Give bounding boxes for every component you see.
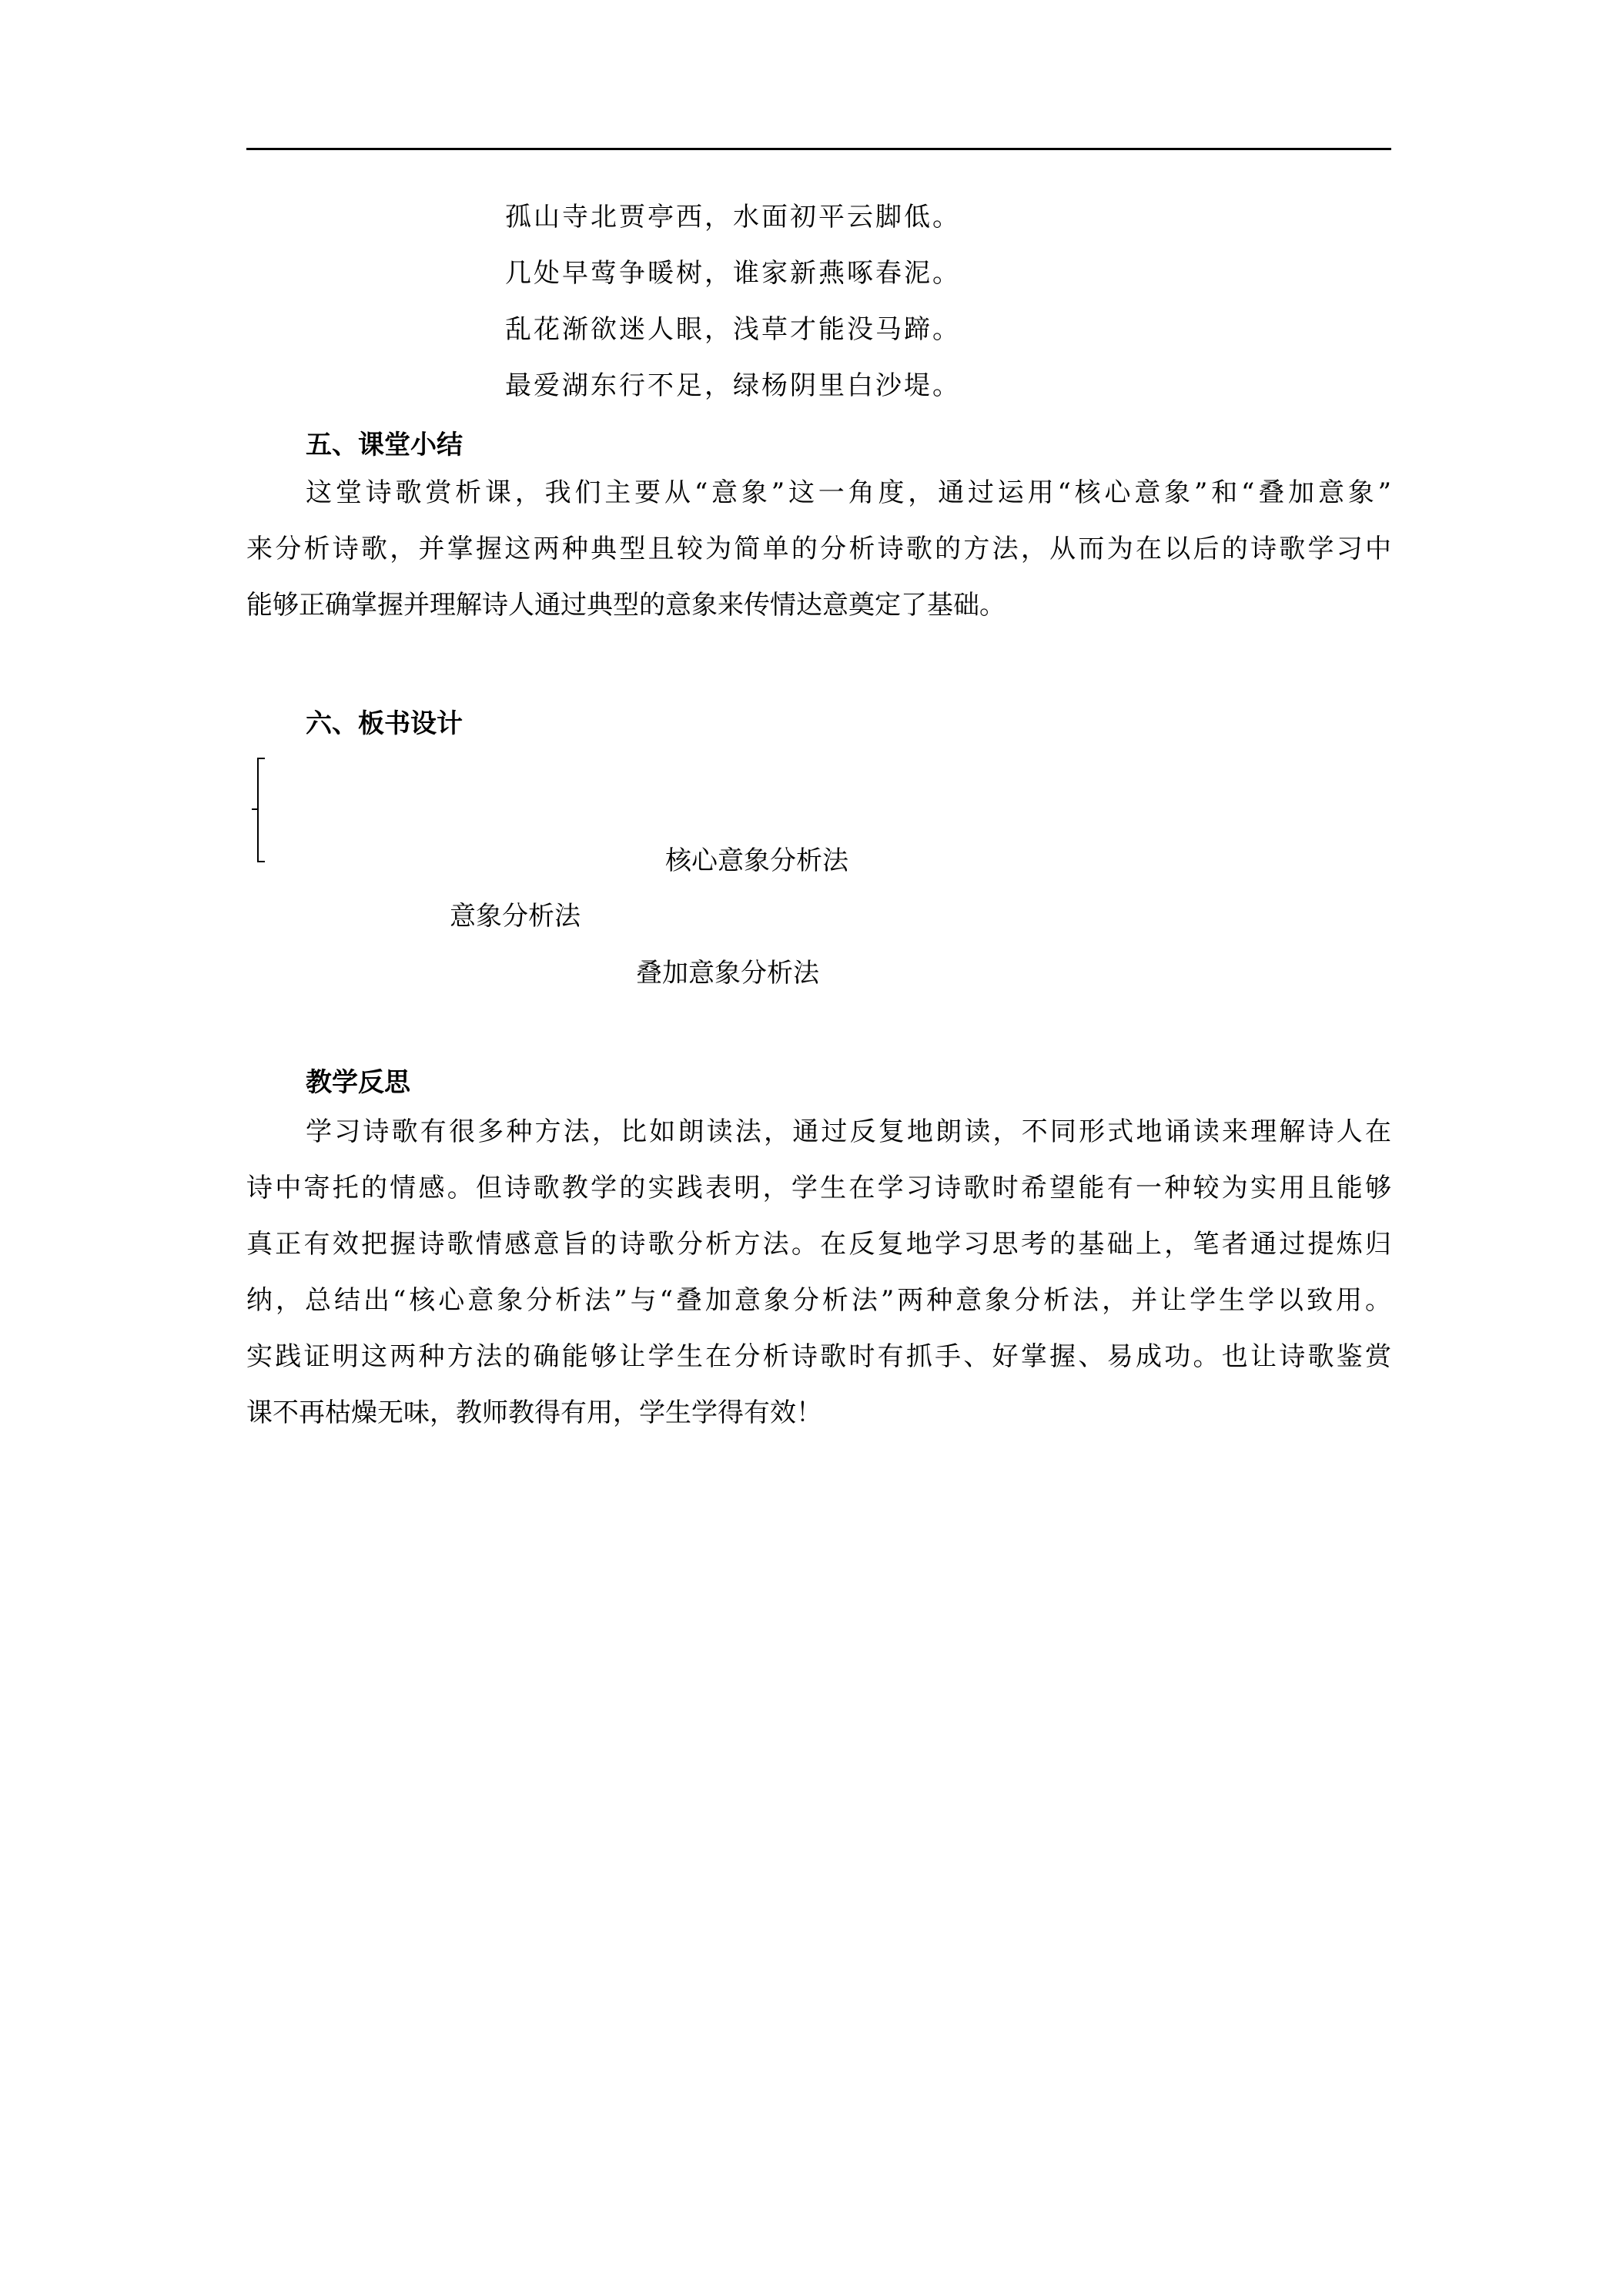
board-main-method: 意象分析法 <box>450 901 581 932</box>
summary-paragraph <box>246 465 1391 634</box>
header-rule <box>246 148 1391 150</box>
poem-line: 几处早莺争暖树，谁家新燕啄春泥。 <box>505 258 961 289</box>
board-brace <box>251 757 266 863</box>
paragraph-line: 纳，总结出“核心意象分析法”与“叠加意象分析法”两种意象分析法，并让学生学以致用。 <box>246 1285 1391 1316</box>
paragraph-line: 来分析诗歌，并掌握这两种典型且较为简单的分析诗歌的方法，从而为在以后的诗歌学习中 <box>246 534 1391 564</box>
paragraph-line: 实践证明这两种方法的确能够让学生在分析诗歌时有抓手、好掌握、易成功。也让诗歌鉴赏 <box>246 1341 1391 1372</box>
poem-block <box>505 189 961 414</box>
board-overlay-method: 叠加意象分析法 <box>636 958 819 989</box>
paragraph-line: 真正有效把握诗歌情感意旨的诗歌分析方法。在反复地学习思考的基础上，笔者通过提炼归 <box>246 1229 1391 1260</box>
section-heading-board-design: 六、板书设计 <box>306 708 463 739</box>
paragraph-line: 学习诗歌有很多种方法，比如朗读法，通过反复地朗读，不同形式地诵读来理解诗人在 <box>306 1116 1391 1147</box>
section-heading-summary: 五、课堂小结 <box>306 430 463 460</box>
paragraph-line: 能够正确掌握并理解诗人通过典型的意象来传情达意奠定了基础。 <box>246 590 1006 621</box>
section-heading-reflection: 教学反思 <box>306 1067 410 1098</box>
paragraph-line: 这堂诗歌赏析课，我们主要从“意象”这一角度，通过运用“核心意象”和“叠加意象” <box>306 477 1391 508</box>
paragraph-line: 诗中寄托的情感。但诗歌教学的实践表明，学生在学习诗歌时希望能有一种较为实用且能够 <box>246 1173 1391 1203</box>
reflection-paragraph <box>246 1104 1391 1441</box>
board-core-method: 核心意象分析法 <box>665 845 848 876</box>
poem-line: 最爱湖东行不足，绿杨阴里白沙堤。 <box>505 370 961 401</box>
poem-line: 孤山寺北贾亭西，水面初平云脚低。 <box>505 202 961 233</box>
poem-line: 乱花渐欲迷人眼，浅草才能没马蹄。 <box>505 314 961 345</box>
paragraph-line: 课不再枯燥无味，教师教得有用，学生学得有效！ <box>246 1397 822 1428</box>
